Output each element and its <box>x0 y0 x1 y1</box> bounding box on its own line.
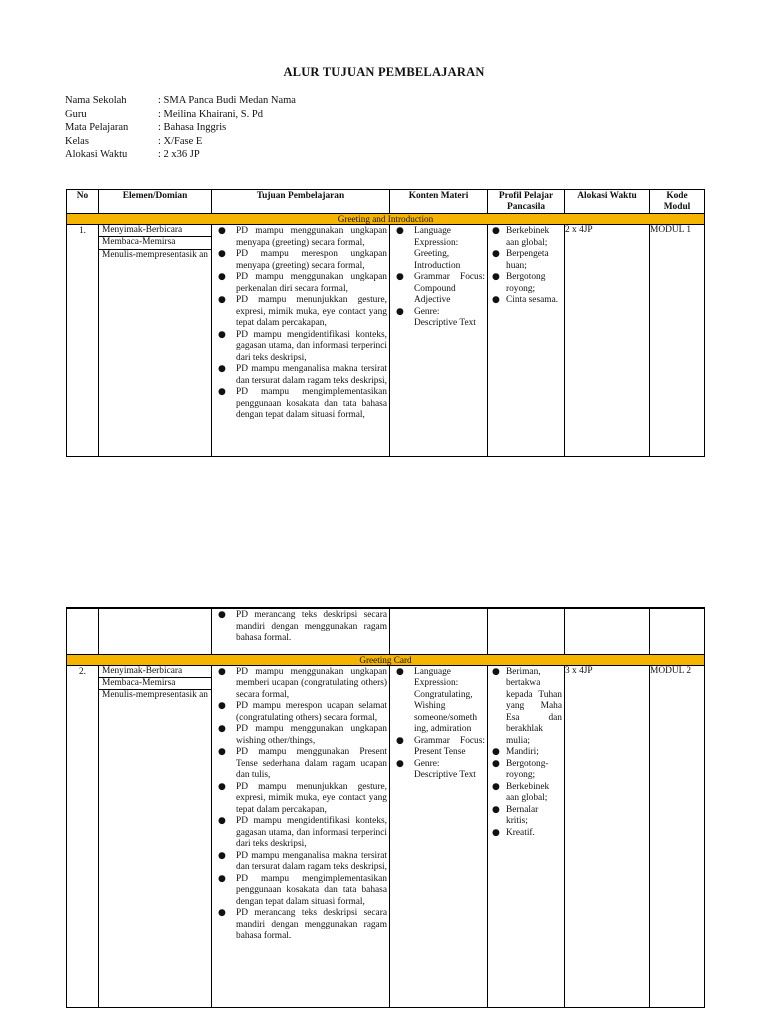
list-item: ● Mandiri; <box>488 747 562 759</box>
elemen-item: Menyimak-Berbicara <box>99 225 211 237</box>
header-alokasi: Alokasi Waktu <box>565 190 650 214</box>
list-item: ● Berkebinek aan global; <box>488 226 562 249</box>
elemen-item: Menyimak-Berbicara <box>99 666 211 678</box>
empty-cell <box>488 608 565 654</box>
info-value: : X/Fase E <box>158 135 203 147</box>
header-tujuan: Tujuan Pembelajaran <box>212 190 390 214</box>
tujuan-cell <box>212 665 390 1007</box>
list-item: ● Bergotong royong; <box>488 272 562 295</box>
list-item: ● PD merancang teks deskripsi secara mandiri dengan menggunakan ragam bahasa formal. <box>212 908 387 943</box>
list-item: ● PD mampu menggunakan ungkapan memberi ucapan (congratulating others) secara formal, <box>212 667 387 702</box>
list-item: ● PD mampu merespon ungkapan menyapa (greeting) secara formal, <box>212 249 387 272</box>
info-row-subject <box>65 121 296 135</box>
tujuan-cell <box>212 608 390 654</box>
list-item: ● Berpengeta huan; <box>488 249 562 272</box>
table-row <box>67 225 705 457</box>
list-item: ● Language Expression: Greeting, Introduction <box>390 226 485 272</box>
header-elemen: Elemen/Domian <box>99 190 212 214</box>
list-item: ● Grammar Focus: Present Tense <box>390 736 485 759</box>
info-value: : Bahasa Inggris <box>158 122 227 134</box>
elemen-item: Membaca-Memirsa <box>99 237 211 249</box>
elemen-item: Menulis-mempresentasik an <box>102 690 208 701</box>
list-item: ● PD mampu menunjukkan gesture, expresi, mimik muka, eye contact yang tepat dalam percakapan, <box>212 782 387 817</box>
list-item: ● Genre: Descriptive Text <box>390 759 485 782</box>
header-no: No <box>67 190 99 214</box>
info-value: : SMA Panca Budi Medan Nama <box>158 95 296 106</box>
empty-cell <box>99 608 212 654</box>
empty-cell <box>650 608 705 654</box>
info-value: : 2 x36 JP <box>158 149 200 161</box>
info-label: Kelas <box>65 135 89 147</box>
list-item: ● Language Expression: Congratulating, Wishing someone/someth ing, admiration <box>390 667 485 736</box>
list-item: ● PD mampu mengimplementasikan penggunaan kosakata dan tata bahasa dengan tepat dalam situasi formal, <box>212 387 387 422</box>
info-label: Guru <box>65 108 87 120</box>
list-item: ● Cinta sesama. <box>488 295 562 307</box>
info-value: : Meilina Khairani, S. Pd <box>158 108 263 120</box>
alokasi-cell: 2 x 4JP <box>565 225 650 457</box>
learning-objectives-table <box>66 189 705 457</box>
list-item: ● PD mampu menunjukkan gesture, expresi, mimik muka, eye contact yang tepat dalam percakapan, <box>212 295 387 330</box>
profil-cell <box>488 225 565 457</box>
list-item: ● Kreatif. <box>488 828 562 840</box>
list-item: ● PD mampu menganalisa makna tersirat dan tersurat dalam ragam teks deskripsi, <box>212 364 387 387</box>
list-item: ● PD merancang teks deskripsi secara mandiri dengan menggunakan ragam bahasa formal. <box>212 610 387 645</box>
document-title: ALUR TUJUAN PEMBELAJARAN <box>283 65 485 79</box>
alokasi-cell: 3 x 4JP <box>565 665 650 1007</box>
list-item: ● Berkebinek aan global; <box>488 782 562 805</box>
table-row <box>67 665 705 1007</box>
list-item: ● PD mampu menggunakan ungkapan perkenalan diri secara formal, <box>212 272 387 295</box>
row-number: 2. <box>67 665 99 1007</box>
list-item: ● Bergotong-royong; <box>488 759 562 782</box>
kode-cell: MODUL 2 <box>650 665 705 1007</box>
section-row <box>67 654 705 665</box>
list-item: ● Bernalar kritis; <box>488 805 562 828</box>
row-number: 1. <box>67 225 99 457</box>
empty-cell <box>390 608 488 654</box>
list-item: ● PD mampu menganalisa makna tersirat dan tersurat dalam ragam teks deskripsi, <box>212 851 387 874</box>
header-profil: Profil Pelajar Pancasila <box>488 190 565 214</box>
empty-cell <box>565 608 650 654</box>
elemen-item: Membaca-Memirsa <box>99 678 211 690</box>
list-item: ● PD mampu merespon ucapan selamat (congratulating others) secara formal, <box>212 701 387 724</box>
section-label: Greeting and Introduction <box>67 214 705 225</box>
konten-cell <box>390 225 488 457</box>
school-info <box>65 94 296 162</box>
learning-objectives-table-continued <box>66 607 705 1008</box>
tujuan-cell <box>212 225 390 457</box>
elemen-cell <box>99 225 212 457</box>
info-label: Mata Pelajaran <box>65 122 129 134</box>
section-label: Greeting Card <box>67 654 705 665</box>
table-row <box>67 608 705 654</box>
header-konten: Konten Materi <box>390 190 488 214</box>
info-row-time <box>65 148 296 162</box>
list-item: ● Genre: Descriptive Text <box>390 307 485 330</box>
elemen-item: Menulis-mempresentasik an <box>102 249 208 260</box>
list-item: ● PD mampu menggunakan ungkapan wishing other/things, <box>212 724 387 747</box>
elemen-cell <box>99 665 212 1007</box>
list-item: ● PD mampu menggunakan Present Tense sederhana dalam ragam ucapan dan tulis, <box>212 747 387 782</box>
table-header-row <box>67 190 705 214</box>
list-item: ● Beriman, bertakwa kepada Tuhan yang Maha Esa dan berakhlak mulia; <box>488 667 562 748</box>
info-row-teacher <box>65 108 296 122</box>
list-item: ● PD mampu mengidentifikasi konteks, gagasan utama, dan informasi terperinci dari teks deskripsi, <box>212 330 387 365</box>
list-item: ● PD mampu menggunakan ungkapan menyapa (greeting) secara formal, <box>212 226 387 249</box>
section-row <box>67 214 705 225</box>
info-row-school <box>65 94 296 108</box>
info-label: Nama Sekolah <box>65 95 127 106</box>
kode-cell: MODUL 1 <box>650 225 705 457</box>
profil-cell <box>488 665 565 1007</box>
info-label: Alokasi Waktu <box>65 149 128 161</box>
header-kode: Kode Modul <box>650 190 705 214</box>
list-item: ● Grammar Focus: Compound Adjective <box>390 272 485 307</box>
info-row-class <box>65 135 296 149</box>
konten-cell <box>390 665 488 1007</box>
list-item: ● PD mampu mengimplementasikan penggunaan kosakata dan tata bahasa dengan tepat dalam situasi formal, <box>212 874 387 909</box>
list-item: ● PD mampu mengidentifikasi konteks, gagasan utama, dan informasi terperinci dari teks deskripsi, <box>212 816 387 851</box>
empty-cell <box>67 608 99 654</box>
